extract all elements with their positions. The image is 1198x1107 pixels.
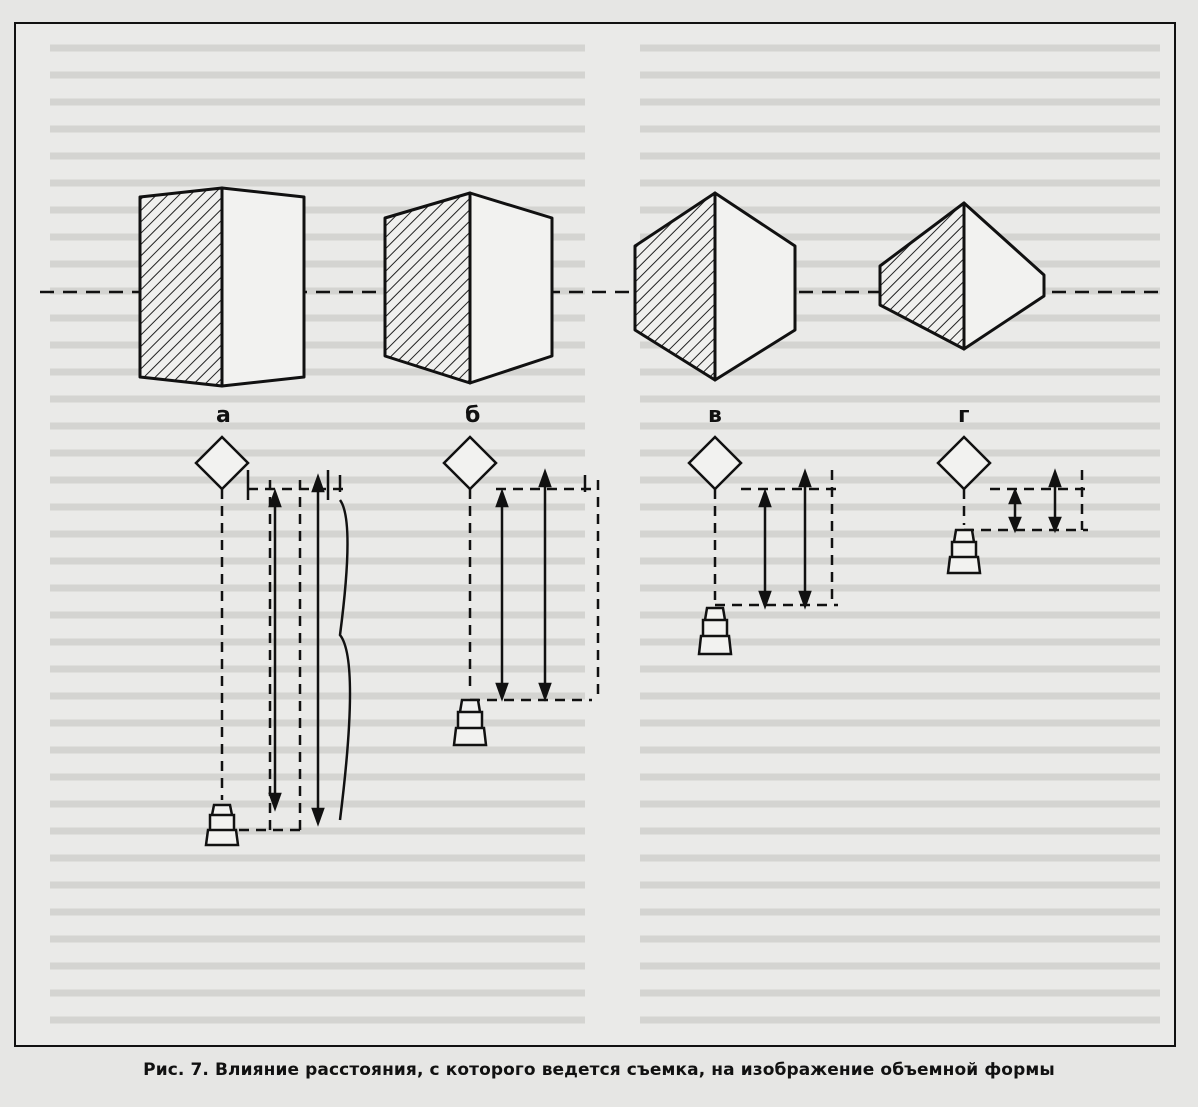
label-b: б [465,403,481,428]
figure-caption: Рис. 7. Влияние расстояния, с которого ведется съемка, на изображение объемной формы [143,1060,1055,1080]
label-a: а [216,403,231,428]
label-g: г [958,403,970,428]
label-v: в [708,403,722,428]
shape-a-prism [140,188,304,386]
shape-d-prism [880,203,1044,349]
plan-c [689,437,838,654]
shape-c-prism [635,193,795,380]
shape-b-prism [385,193,552,383]
